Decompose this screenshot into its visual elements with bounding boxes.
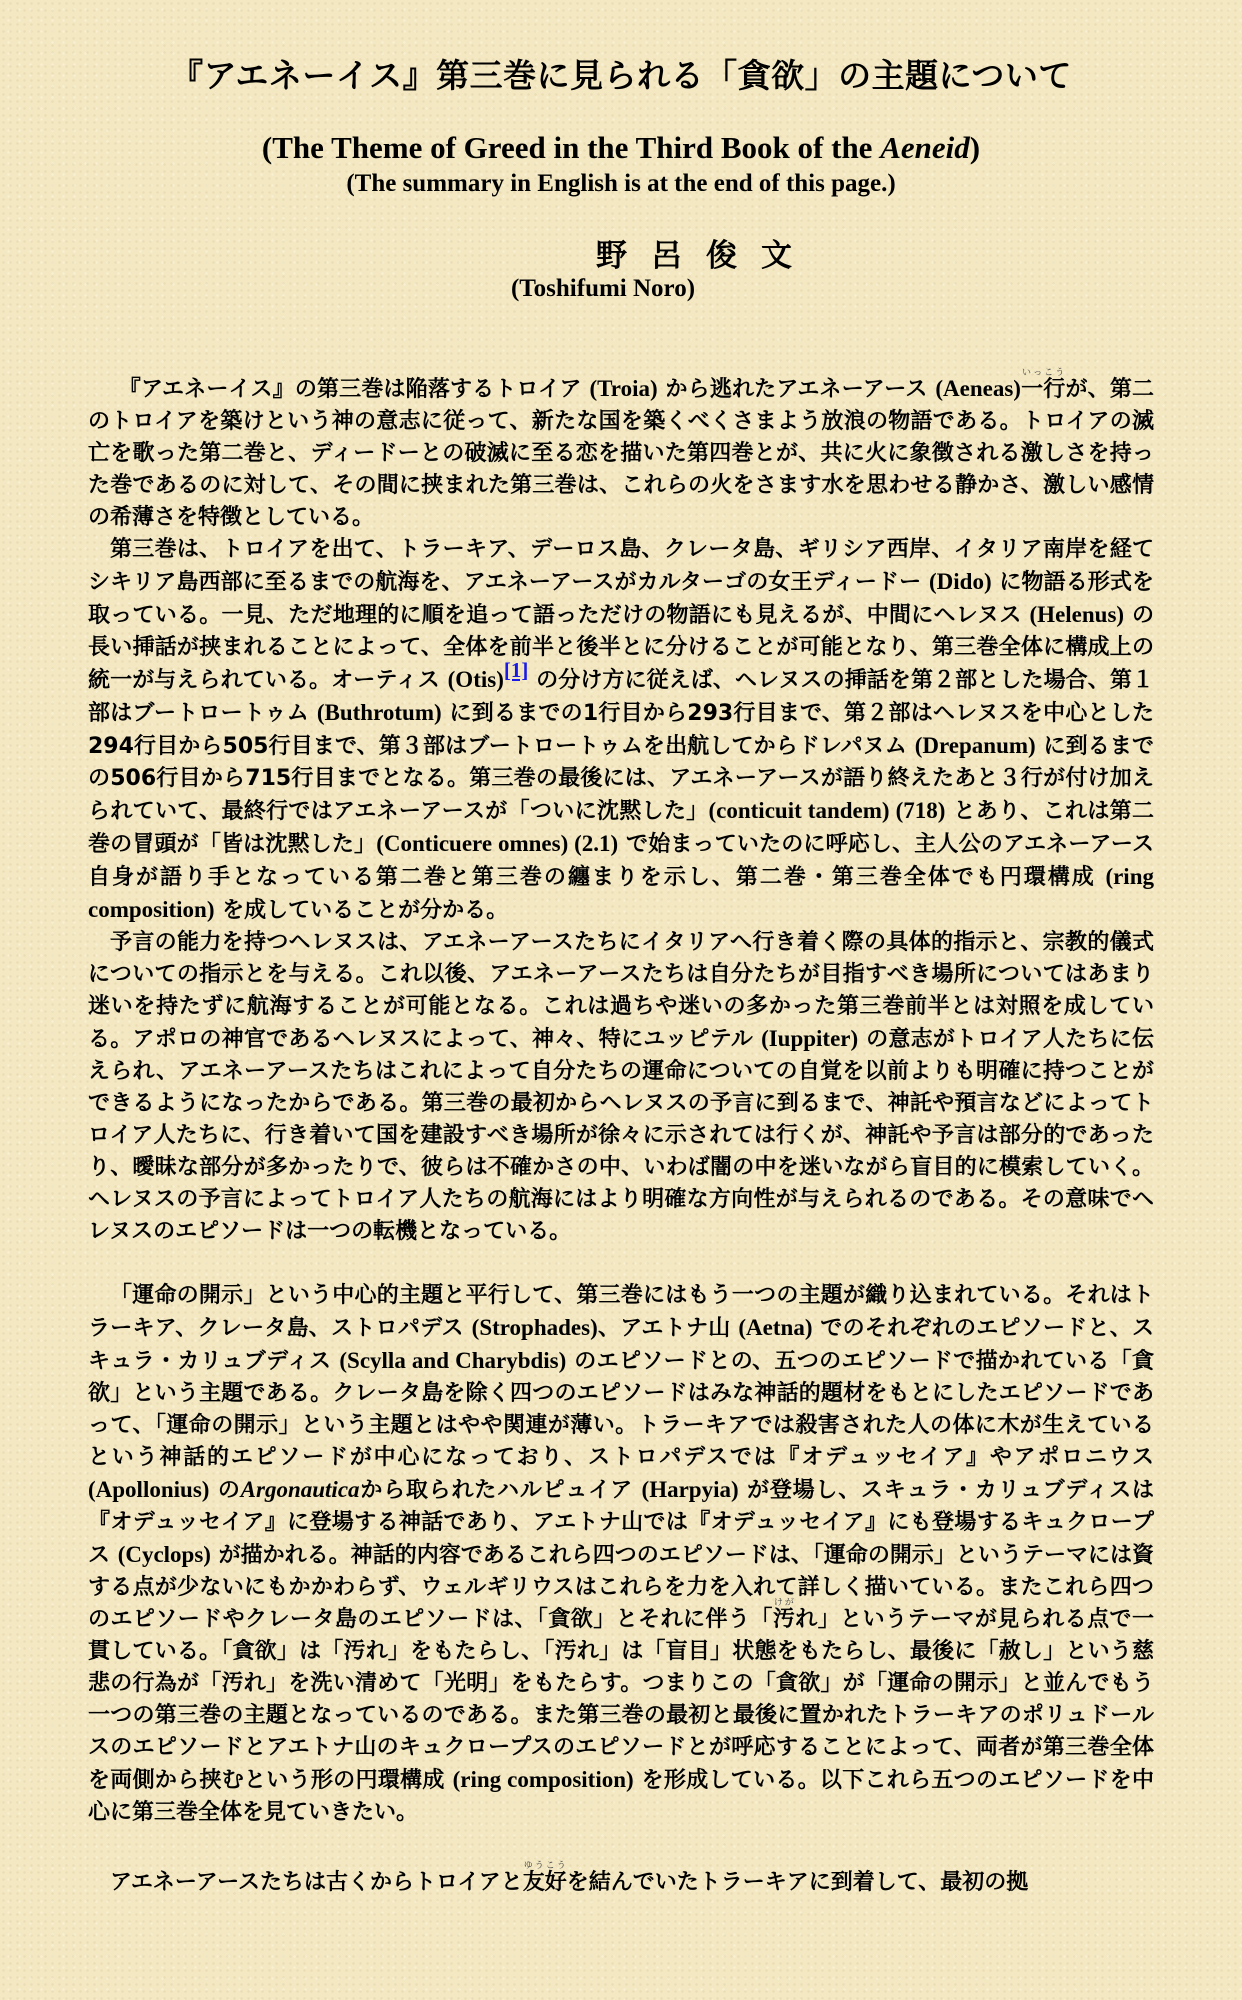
latin-term: (Conticuere omnes) (2.1) <box>376 831 619 856</box>
ruby-reading: いっこう <box>1020 368 1066 378</box>
text-run: が登場し、スキュラ・カリュブディスは『オデュッセイア』に登場する神話であり、アエトナ山では『オデュッセイア』にも登場するキュクロープス <box>88 1478 1154 1568</box>
latin-term: (Strophades) <box>471 1315 598 1340</box>
paragraph-4 <box>88 1280 1154 1829</box>
latin-term: (Scylla and Charybdis) <box>339 1348 567 1373</box>
text-run: が、第二のトロイアを築けという神の意志に従って、新たな国を築くべくさまよう放浪の物語である。トロイアの滅亡を歌った第二巻と、ディードーとの破滅に至る恋を描いた第四巻とが、共に火に象徴される激しさを持った巻であるのに対して、その間に挟まれた第三巻は、これらの火をさます水を思わせる静かさ、激しい感情の希薄さを特徴としている。 <box>88 377 1154 530</box>
text-run: を成していることが分かる。 <box>214 898 509 923</box>
english-title-italic: Aeneid <box>880 130 970 165</box>
text-run: のエピソードとの、五つのエピソードで描かれている「貪欲」という主題である。クレータ島を除く四つのエピソードはみな神話的題材をもとにしたエピソードであって、「運命の開示」という主題とはやや関連が薄い。トラーキアでは殺害された人の体に木が生えているという神話的エピソードが中心になっており、ストロパデスでは『オデュッセイア』やアポロニウス <box>88 1349 1154 1470</box>
ruby-word <box>522 1861 567 1895</box>
ruby-base: 一行 <box>1020 377 1066 402</box>
text-run: で始まっていたのに呼応し、主人公のアエネーアース自身が語り手となっている第二巻と第三巻の纏まりを示し、第二巻・第三巻全体でも円環構成 <box>88 832 1154 890</box>
ruby-word <box>772 1598 796 1632</box>
text-run: の長い挿話が挟まれることによって、全体を前半と後半とに分けることが可能となり、第三巻全体に構成上の統一が与えられている。オーティス <box>88 603 1154 693</box>
text-run: 、アエトナ山 <box>597 1316 739 1341</box>
paragraph-5 <box>88 1861 1154 1899</box>
english-title-prefix: (The Theme of Greed in the Third Book of the <box>261 130 881 165</box>
paragraph-2 <box>88 534 1154 927</box>
latin-term: (Harpyia) <box>641 1477 739 1502</box>
text-run: アエネーアースたちは古くからトロイアと <box>110 1870 523 1895</box>
article-body <box>88 368 1154 1899</box>
ruby-base: 汚 <box>772 1607 796 1632</box>
text-run: の <box>209 1478 241 1503</box>
text-run: でのそれぞれのエピソードと、スキュラ・カリュブディス <box>88 1316 1154 1374</box>
ruby-reading: けが <box>772 1598 795 1608</box>
text-run: に物語る形式を取っている。一見、ただ地理的に順を追って語っただけの物語にも見えるが、中間にヘレヌス <box>88 570 1154 628</box>
latin-term: (Apollonius) <box>88 1477 210 1502</box>
text-run: の分け方に従えば、ヘレヌスの挿話を第２部とした場合、第１部はブートロートゥム <box>88 668 1154 726</box>
latin-title: Argonautica <box>240 1477 360 1502</box>
text-run: に到るまでの506行目から715行目までとなる。第三巻の最後には、アエネーアースが語り終えたあと３行が付け加えられていて、最終行ではアエネーアースが「ついに沈黙した」 <box>88 734 1154 824</box>
latin-term: (Aeneas) <box>935 376 1021 401</box>
english-title-suffix: ) <box>969 130 981 165</box>
footnote-link-1[interactable]: [1] <box>503 658 529 682</box>
text-run: を形成している。以下これら五つのエピソードを中心に第三巻全体を見ていきたい。 <box>88 1768 1154 1825</box>
latin-term: (Iuppiter) <box>761 1026 859 1051</box>
text-run: の意志がトロイア人たちに伝えられ、アエネーアースたちはこれによって自分たちの運命についての自覚を以前よりも明確に持つことができるようになったからである。第三巻の最初からヘレヌスの予言に到るまで、神託や預言などによってトロイア人たちに、行き着いて国を建設すべき場所が徐々に示されては行くが、神託や予言は部分的であったり、曖昧な部分が多かったりで、彼らは不確かさの中、いわば闇の中を迷いながら盲目的に模索していく。ヘレヌスの予言によってトロイア人たちの航海にはより明確な方向性が与えられるのである。その意味でヘレヌスのエピソードは一つの転機となっている。 <box>88 1027 1154 1244</box>
latin-term: (Dido) <box>929 569 992 594</box>
text-run: れ」というテーマが見られる点で一貫している。「貪欲」は「汚れ」をもたらし、「汚れ」は「盲目」状態をもたらし、最後に「赦し」という慈悲の行為が「汚れ」を洗い清めて「光明」をもたらす。つまりこの「貪欲」が「運命の開示」と並んでもう一つの第三巻の主題となっているのである。また第三巻の最初と最後に置かれたトラーキアのポリュドールスのエピソードとアエトナ山のキュクロープスのエピソードとが呼応することによって、両者が第三巻全体を両側から挟むという形の円環構成 <box>88 1607 1154 1793</box>
author-name-jp: 野呂俊文 <box>596 238 816 274</box>
text-run: 予言の能力を持つヘレヌスは、アエネーアースたちにイタリアへ行き着く際の具体的指示と、宗教的儀式についての指示とを与える。これ以後、アエネーアースたちは自分たちが目指すべき場所についてはあまり迷いを持たずに航海することが可能となる。これは過ちや迷いの多かった第三巻前半とは対照を成している。アポロの神官であるヘレヌスによって、神々、特にユッピテル <box>88 930 1154 1052</box>
ruby-base: 友好 <box>522 1870 567 1895</box>
text-run: が描かれる。神話的内容であるこれら四つのエピソードは、「運命の開示」というテーマには資する点が少ないにもかかわらず、ウェルギリウスはこれらを力を入れて詳しく描いている。またこれら四つのエピソードやクレータ島のエピソードは、「貪欲」とそれに伴う「 <box>88 1543 1154 1632</box>
latin-term: (ring composition) <box>88 864 1154 922</box>
page-title: 『アエネーイス』第三巻に見られる「貪欲」の主題について <box>170 56 1072 95</box>
summary-note: (The summary in English is at the end of this page.) <box>346 170 896 197</box>
text-run: 『アエネーイス』の第三巻は陥落するトロイア <box>118 377 590 402</box>
latin-term: (Buthrotum) <box>316 700 442 725</box>
text-run: 「運命の開示」という中心的主題と平行して、第三巻にはもう一つの主題が織り込まれている。それはトラーキア、クレータ島、ストロパデス <box>88 1283 1154 1341</box>
latin-term: (ring composition) <box>452 1767 634 1792</box>
text-run: から逃れたアエネーアース <box>657 377 936 402</box>
text-run: から取られたハルピュイア <box>359 1478 642 1503</box>
text-run: を結んでいたトラーキアに到着して、最初の拠 <box>566 1870 1029 1895</box>
english-title <box>0 130 1242 166</box>
latin-term: (Otis) <box>447 667 504 692</box>
latin-term: (Drepanum) <box>914 733 1036 758</box>
author-name-en: (Toshifumi Noro) <box>510 275 696 302</box>
paragraph-1 <box>88 368 1154 534</box>
latin-term: (Helenus) <box>1029 602 1125 627</box>
latin-term: (Troia) <box>589 376 658 401</box>
text-run: とあり、これは第二巻の冒頭が「皆は沈黙した」 <box>88 799 1154 857</box>
latin-term: (Aetna) <box>738 1315 813 1340</box>
text-run: 第三巻は、トロイアを出て、トラーキア、デーロス島、クレータ島、ギリシア西岸、イタリア南岸を経てシキリア島西部に至るまでの航海を、アエネーアースがカルターゴの女王ディードー <box>88 537 1154 595</box>
text-run: に到るまでの1行目から293行目まで、第２部はヘレヌスを中心とした294行目から505行目まで、第３部はブートロートゥムを出航してからドレパヌム <box>88 701 1155 759</box>
latin-term: (conticuit tandem) (718) <box>708 798 946 823</box>
latin-term: (Cyclops) <box>117 1542 211 1567</box>
ruby-word <box>1020 368 1066 402</box>
ruby-reading: ゆうこう <box>522 1861 567 1871</box>
paragraph-3 <box>88 927 1154 1248</box>
